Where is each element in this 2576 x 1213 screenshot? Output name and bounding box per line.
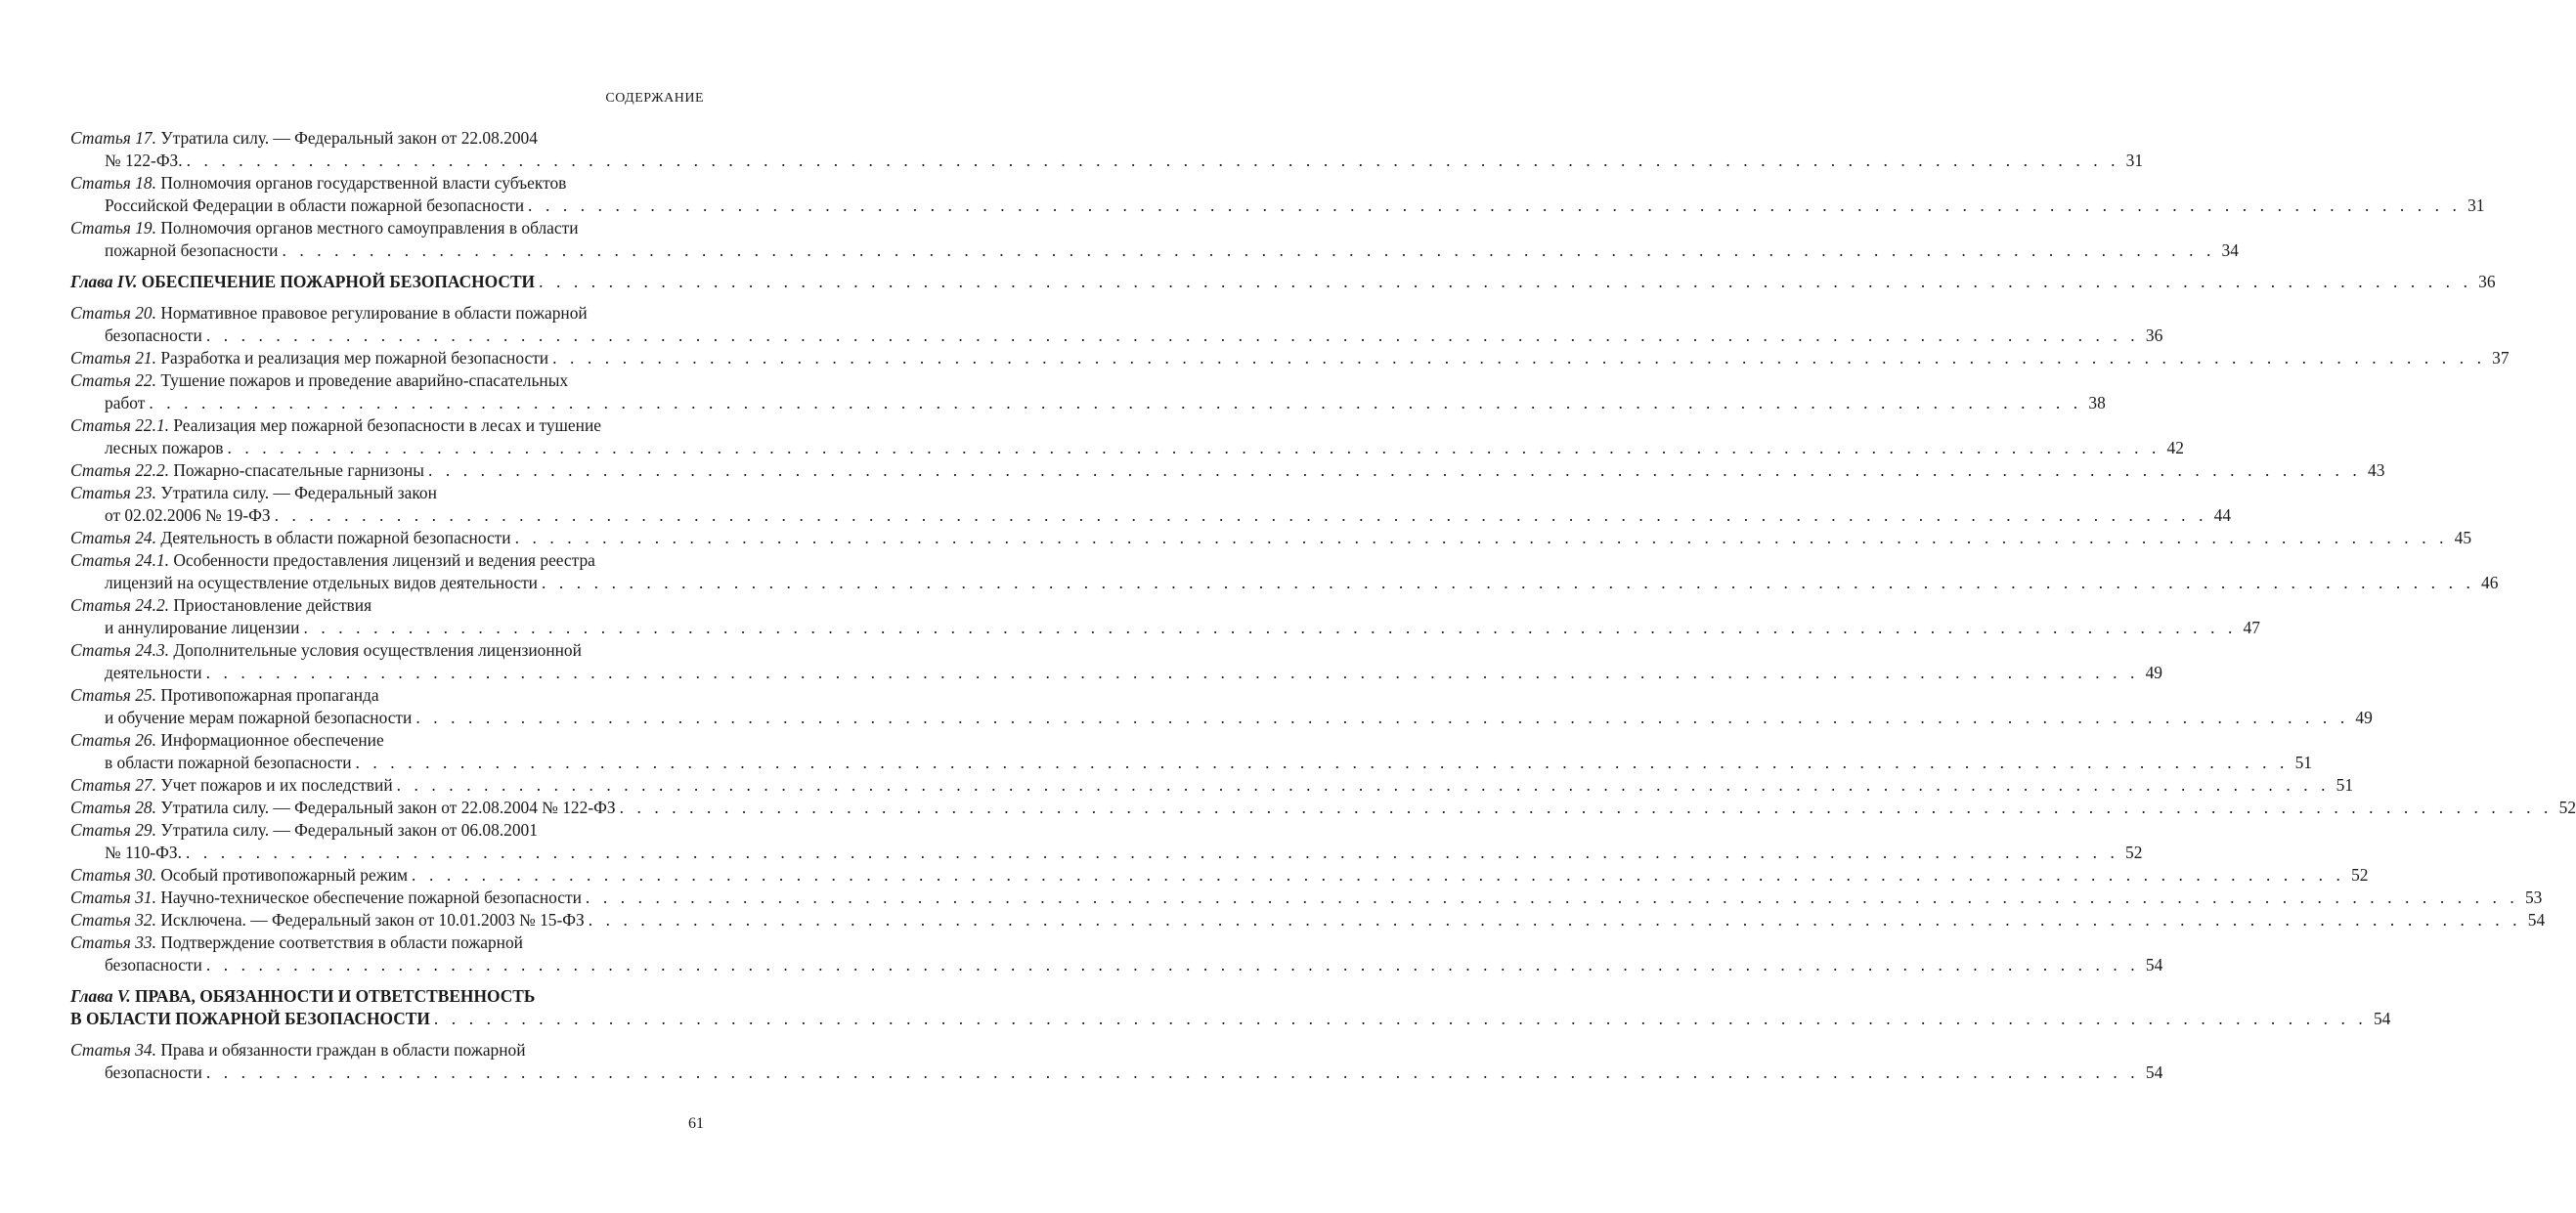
toc-page-number: 54 <box>2145 955 2163 975</box>
toc-line <box>70 150 2144 172</box>
toc-entry-label: Статья 31. <box>70 888 156 907</box>
toc-line <box>70 482 704 504</box>
toc-entry-label: Глава V. <box>70 986 131 1006</box>
toc-page-number: 54 <box>2373 1009 2391 1028</box>
toc-entry-label: Статья 18. <box>70 173 156 193</box>
toc-entry-title: ПРАВА, ОБЯЗАННОСТИ И ОТВЕТСТВЕННОСТЬ <box>134 986 536 1006</box>
toc-entry-title: безопасности <box>105 1062 202 1082</box>
toc-article[interactable] <box>70 909 2546 931</box>
toc-line <box>70 774 2354 797</box>
toc-page-number: 45 <box>2454 528 2472 547</box>
toc-entry-title: Подтверждение соответствия в области пожарной <box>160 932 523 952</box>
toc-line <box>70 594 704 617</box>
toc-line <box>70 707 2373 729</box>
toc-article[interactable] <box>70 127 2144 172</box>
toc-page-number: 51 <box>2336 775 2354 795</box>
toc-article[interactable] <box>70 774 2354 797</box>
toc-entry-title: работ <box>105 393 146 412</box>
toc-line <box>70 931 704 954</box>
toc-entry-title: Утратила силу. — Федеральный закон от 06.08.2001 <box>160 820 538 840</box>
toc-line <box>70 819 704 842</box>
toc-line-text <box>105 325 202 347</box>
toc-article[interactable] <box>70 172 2485 217</box>
toc-page-number: 49 <box>2355 708 2373 727</box>
running-head: СОДЕРЖАНИЕ <box>605 91 704 106</box>
toc-line <box>70 842 2143 864</box>
toc-line-text <box>105 392 145 414</box>
toc-entry-title: Утратила силу. — Федеральный закон от 22.08.2004 № 122-ФЗ <box>160 798 616 817</box>
toc-line <box>70 392 2106 414</box>
toc-entry-label: Статья 25. <box>70 685 156 705</box>
toc-line-text <box>105 662 202 684</box>
toc-line-text <box>70 887 582 909</box>
toc-line <box>70 271 2496 293</box>
toc-line-text <box>70 347 548 369</box>
toc-entry-label: Статья 20. <box>70 303 156 323</box>
dot-leader <box>206 1061 2139 1084</box>
dot-leader <box>528 195 2461 217</box>
toc-entry-title: № 110-ФЗ. <box>105 843 182 862</box>
dot-leader <box>149 392 2081 414</box>
dot-leader <box>428 459 2361 482</box>
toc-line <box>70 504 2232 527</box>
toc-line-text <box>105 1061 202 1084</box>
toc-line-text <box>70 549 595 572</box>
dot-leader <box>552 347 2485 369</box>
toc-line-text <box>70 172 566 195</box>
toc-entry-title: и аннулирование лицензии <box>105 618 300 637</box>
toc-line-text <box>70 271 535 293</box>
toc-article[interactable] <box>70 594 2260 639</box>
toc-page-number: 52 <box>2125 843 2143 862</box>
toc-line <box>70 172 704 195</box>
toc-entry-label: Статья 28. <box>70 798 156 817</box>
dot-leader <box>397 774 2330 797</box>
toc-line-text <box>70 1008 430 1030</box>
toc-line-text <box>70 729 384 752</box>
toc-entry-title: В ОБЛАСТИ ПОЖАРНОЙ БЕЗОПАСНОСТИ <box>70 1009 430 1028</box>
toc-entry-label: Статья 17. <box>70 128 156 148</box>
toc-line-text <box>70 369 568 392</box>
toc-line-text <box>70 217 579 239</box>
toc-line <box>70 864 2369 887</box>
toc-line-text <box>70 594 371 617</box>
toc-page-number: 54 <box>2527 910 2546 930</box>
toc-line <box>70 617 2260 639</box>
toc-entry-title: Особый противопожарный режим <box>160 865 409 885</box>
toc-line <box>70 325 2163 347</box>
dot-leader <box>586 887 2518 909</box>
toc-entry-label: Статья 32. <box>70 910 156 930</box>
toc-article[interactable] <box>70 931 2163 976</box>
toc-line-text <box>105 195 524 217</box>
toc-line-text <box>105 842 182 864</box>
toc-page-number: 47 <box>2243 618 2260 637</box>
toc-line-text <box>70 819 538 842</box>
dot-leader <box>186 842 2118 864</box>
toc-page-number: 44 <box>2213 505 2232 525</box>
toc-line <box>70 217 704 239</box>
toc-entry-title: Учет пожаров и их последствий <box>160 775 393 795</box>
toc-line-text <box>70 864 408 887</box>
toc-article[interactable] <box>70 1039 2163 1084</box>
toc-article[interactable] <box>70 527 2472 549</box>
toc-entry-title: безопасности <box>105 955 202 975</box>
dot-leader <box>356 752 2289 774</box>
dot-leader <box>412 864 2344 887</box>
toc-entry-label: Статья 34. <box>70 1040 156 1060</box>
toc-entry-label: Статья 21. <box>70 348 156 368</box>
toc-page-number: 54 <box>2145 1062 2163 1082</box>
toc-entry-label: Статья 23. <box>70 483 156 502</box>
toc-line-text <box>70 527 511 549</box>
dot-leader <box>303 617 2236 639</box>
toc-line-text <box>105 572 538 594</box>
toc-entry-title: Деятельность в области пожарной безопасности <box>160 528 511 547</box>
dot-leader <box>589 909 2521 931</box>
toc-line <box>70 887 2543 909</box>
toc-line <box>70 1061 2163 1084</box>
dot-leader <box>206 325 2139 347</box>
toc-line <box>70 1008 2391 1030</box>
toc-line <box>70 729 704 752</box>
toc-line-text <box>70 985 535 1008</box>
toc-entry-title: Научно-техническое обеспечение пожарной безопасности <box>160 888 582 907</box>
toc-page-number: 37 <box>2492 348 2510 368</box>
page-number: 61 <box>688 1115 704 1132</box>
dot-leader <box>620 797 2553 819</box>
toc-entry-title: Нормативное правовое регулирование в области пожарной <box>160 303 588 323</box>
toc-line <box>70 985 704 1008</box>
toc-article[interactable] <box>70 549 2499 594</box>
toc-line <box>70 527 2472 549</box>
toc-entry-title: Противопожарная пропаганда <box>160 685 379 705</box>
toc-line-text <box>105 752 352 774</box>
dot-leader <box>228 437 2161 459</box>
toc-line <box>70 662 2162 684</box>
toc-line <box>70 572 2499 594</box>
toc-entry-title: безопасности <box>105 325 202 345</box>
toc-page-number: 31 <box>2125 151 2144 170</box>
toc-entry-title: Приостановление действия <box>173 595 372 615</box>
toc-entry-title: Разработка и реализация мер пожарной безопасности <box>160 348 549 368</box>
dot-leader <box>515 527 2448 549</box>
toc-entry-label: Статья 26. <box>70 730 156 750</box>
toc-line-text <box>70 414 601 437</box>
toc-page-number: 36 <box>2145 325 2163 345</box>
toc-line-text <box>70 774 393 797</box>
toc-line <box>70 684 704 707</box>
toc-article[interactable] <box>70 482 2232 527</box>
toc-entry-label: Статья 29. <box>70 820 156 840</box>
toc-entry-title: Дополнительные условия осуществления лицензионной <box>173 640 582 660</box>
toc-chapter[interactable] <box>70 271 2496 293</box>
toc-line <box>70 549 704 572</box>
toc-article[interactable] <box>70 347 2510 369</box>
toc-entry-label: Статья 24. <box>70 528 156 547</box>
toc-line-text <box>105 150 183 172</box>
dot-leader <box>415 707 2348 729</box>
toc-line-text <box>105 239 278 262</box>
toc-line <box>70 302 704 325</box>
toc-page-number: 34 <box>2221 240 2239 260</box>
toc-entry-label: Статья 24.1. <box>70 550 169 570</box>
toc-article[interactable] <box>70 887 2543 909</box>
toc-line-text <box>105 504 271 527</box>
toc-page-number: 52 <box>2351 865 2369 885</box>
toc-entry-title: от 02.02.2006 № 19-ФЗ <box>105 505 271 525</box>
toc-entry-label: Глава IV. <box>70 272 138 291</box>
toc-entry-title: в области пожарной безопасности <box>105 753 352 772</box>
toc-line-text <box>70 797 616 819</box>
toc-article[interactable] <box>70 414 2184 459</box>
dot-leader <box>187 150 2119 172</box>
toc-article[interactable] <box>70 217 2239 262</box>
toc-page-number: 43 <box>2368 460 2385 480</box>
toc-entry-label: Статья 22. <box>70 370 156 390</box>
toc-line <box>70 1039 704 1061</box>
toc-entry-title: Реализация мер пожарной безопасности в лесах и тушение <box>173 415 601 435</box>
toc-entry-title: № 122-ФЗ. <box>105 151 183 170</box>
toc-line-text <box>70 639 582 662</box>
toc-line <box>70 954 2163 976</box>
dot-leader <box>434 1008 2367 1030</box>
toc-line-text <box>70 302 588 325</box>
toc-article[interactable] <box>70 369 2106 414</box>
toc-article[interactable] <box>70 459 2385 482</box>
dot-leader <box>542 572 2474 594</box>
toc-chapter[interactable] <box>70 985 2391 1030</box>
toc-line-text <box>70 684 379 707</box>
toc-page-number: 36 <box>2478 272 2496 291</box>
toc-entry-title: Информационное обеспечение <box>160 730 384 750</box>
toc-line <box>70 239 2239 262</box>
toc-line-text <box>70 909 585 931</box>
toc-line-text <box>70 931 523 954</box>
toc-line <box>70 369 704 392</box>
toc-line <box>70 752 2312 774</box>
toc-line <box>70 459 2385 482</box>
toc-line <box>70 909 2546 931</box>
toc-entry-title: лицензий на осуществление отдельных видов деятельности <box>105 573 538 592</box>
toc-entry-label: Статья 24.3. <box>70 640 169 660</box>
toc-entry-label: Статья 19. <box>70 218 156 238</box>
toc-page-number: 53 <box>2524 888 2543 907</box>
toc-line-text <box>105 437 224 459</box>
dot-leader <box>206 662 2139 684</box>
toc-entry-title: Российской Федерации в области пожарной безопасности <box>105 195 525 215</box>
toc-page-number: 46 <box>2481 573 2499 592</box>
toc-page-number: 52 <box>2558 798 2576 817</box>
toc-entry-label: Статья 33. <box>70 932 156 952</box>
toc-entry-title: Особенности предоставления лицензий и ведения реестра <box>173 550 595 570</box>
dot-leader <box>282 239 2214 262</box>
toc-line-text <box>70 459 424 482</box>
toc-entry-label: Статья 22.1. <box>70 415 169 435</box>
toc-page-number: 42 <box>2166 438 2184 457</box>
toc-article[interactable] <box>70 729 2312 774</box>
toc-entry-title: пожарной безопасности <box>105 240 279 260</box>
dot-leader <box>539 271 2471 293</box>
toc-entry-title: ОБЕСПЕЧЕНИЕ ПОЖАРНОЙ БЕЗОПАСНОСТИ <box>141 272 536 291</box>
toc-page-number: 49 <box>2145 663 2162 682</box>
toc-entry-title: и обучение мерам пожарной безопасности <box>105 708 413 727</box>
toc-article[interactable] <box>70 864 2369 887</box>
toc-entry-title: Утратила силу. — Федеральный закон <box>160 483 437 502</box>
dot-leader <box>275 504 2207 527</box>
toc-entry-label: Статья 24.2. <box>70 595 169 615</box>
toc-line <box>70 127 704 150</box>
toc-line-text <box>105 707 412 729</box>
toc-entry-title: Полномочия органов местного самоуправления в области <box>160 218 579 238</box>
toc-line <box>70 639 704 662</box>
toc-entry-title: Полномочия органов государственной власти субъектов <box>160 173 567 193</box>
toc-page-number: 38 <box>2088 393 2106 412</box>
toc-line <box>70 797 2576 819</box>
toc-line <box>70 195 2485 217</box>
toc-entry-label: Статья 30. <box>70 865 156 885</box>
toc-entry-title: деятельности <box>105 663 202 682</box>
toc-line-text <box>105 617 299 639</box>
toc-entry-title: Утратила силу. — Федеральный закон от 22.08.2004 <box>160 128 538 148</box>
toc-line <box>70 437 2184 459</box>
toc-entry-label: Статья 22.2. <box>70 460 169 480</box>
toc-entry-title: Исключена. — Федеральный закон от 10.01.2003 № 15-ФЗ <box>160 910 585 930</box>
toc-entry-title: Пожарно-спасательные гарнизоны <box>173 460 424 480</box>
toc-entry-title: Тушение пожаров и проведение аварийно-спасательных <box>160 370 569 390</box>
toc-line-text <box>70 1039 526 1061</box>
toc-page-number: 51 <box>2294 753 2312 772</box>
toc-line-text <box>70 127 538 150</box>
toc-article[interactable] <box>70 797 2576 819</box>
toc-entry-title: Права и обязанности граждан в области пожарной <box>160 1040 526 1060</box>
toc-article[interactable] <box>70 819 2143 864</box>
toc-line <box>70 414 704 437</box>
toc-article[interactable] <box>70 302 2163 347</box>
toc-article[interactable] <box>70 639 2162 684</box>
toc-page-number: 31 <box>2467 195 2485 215</box>
toc-line-text <box>70 482 437 504</box>
toc-entry-label: Статья 27. <box>70 775 156 795</box>
toc-line <box>70 347 2510 369</box>
toc-article[interactable] <box>70 684 2373 729</box>
toc-entry-title: лесных пожаров <box>105 438 224 457</box>
table-of-contents <box>70 127 2576 1084</box>
toc-line-text <box>105 954 202 976</box>
dot-leader <box>206 954 2139 976</box>
